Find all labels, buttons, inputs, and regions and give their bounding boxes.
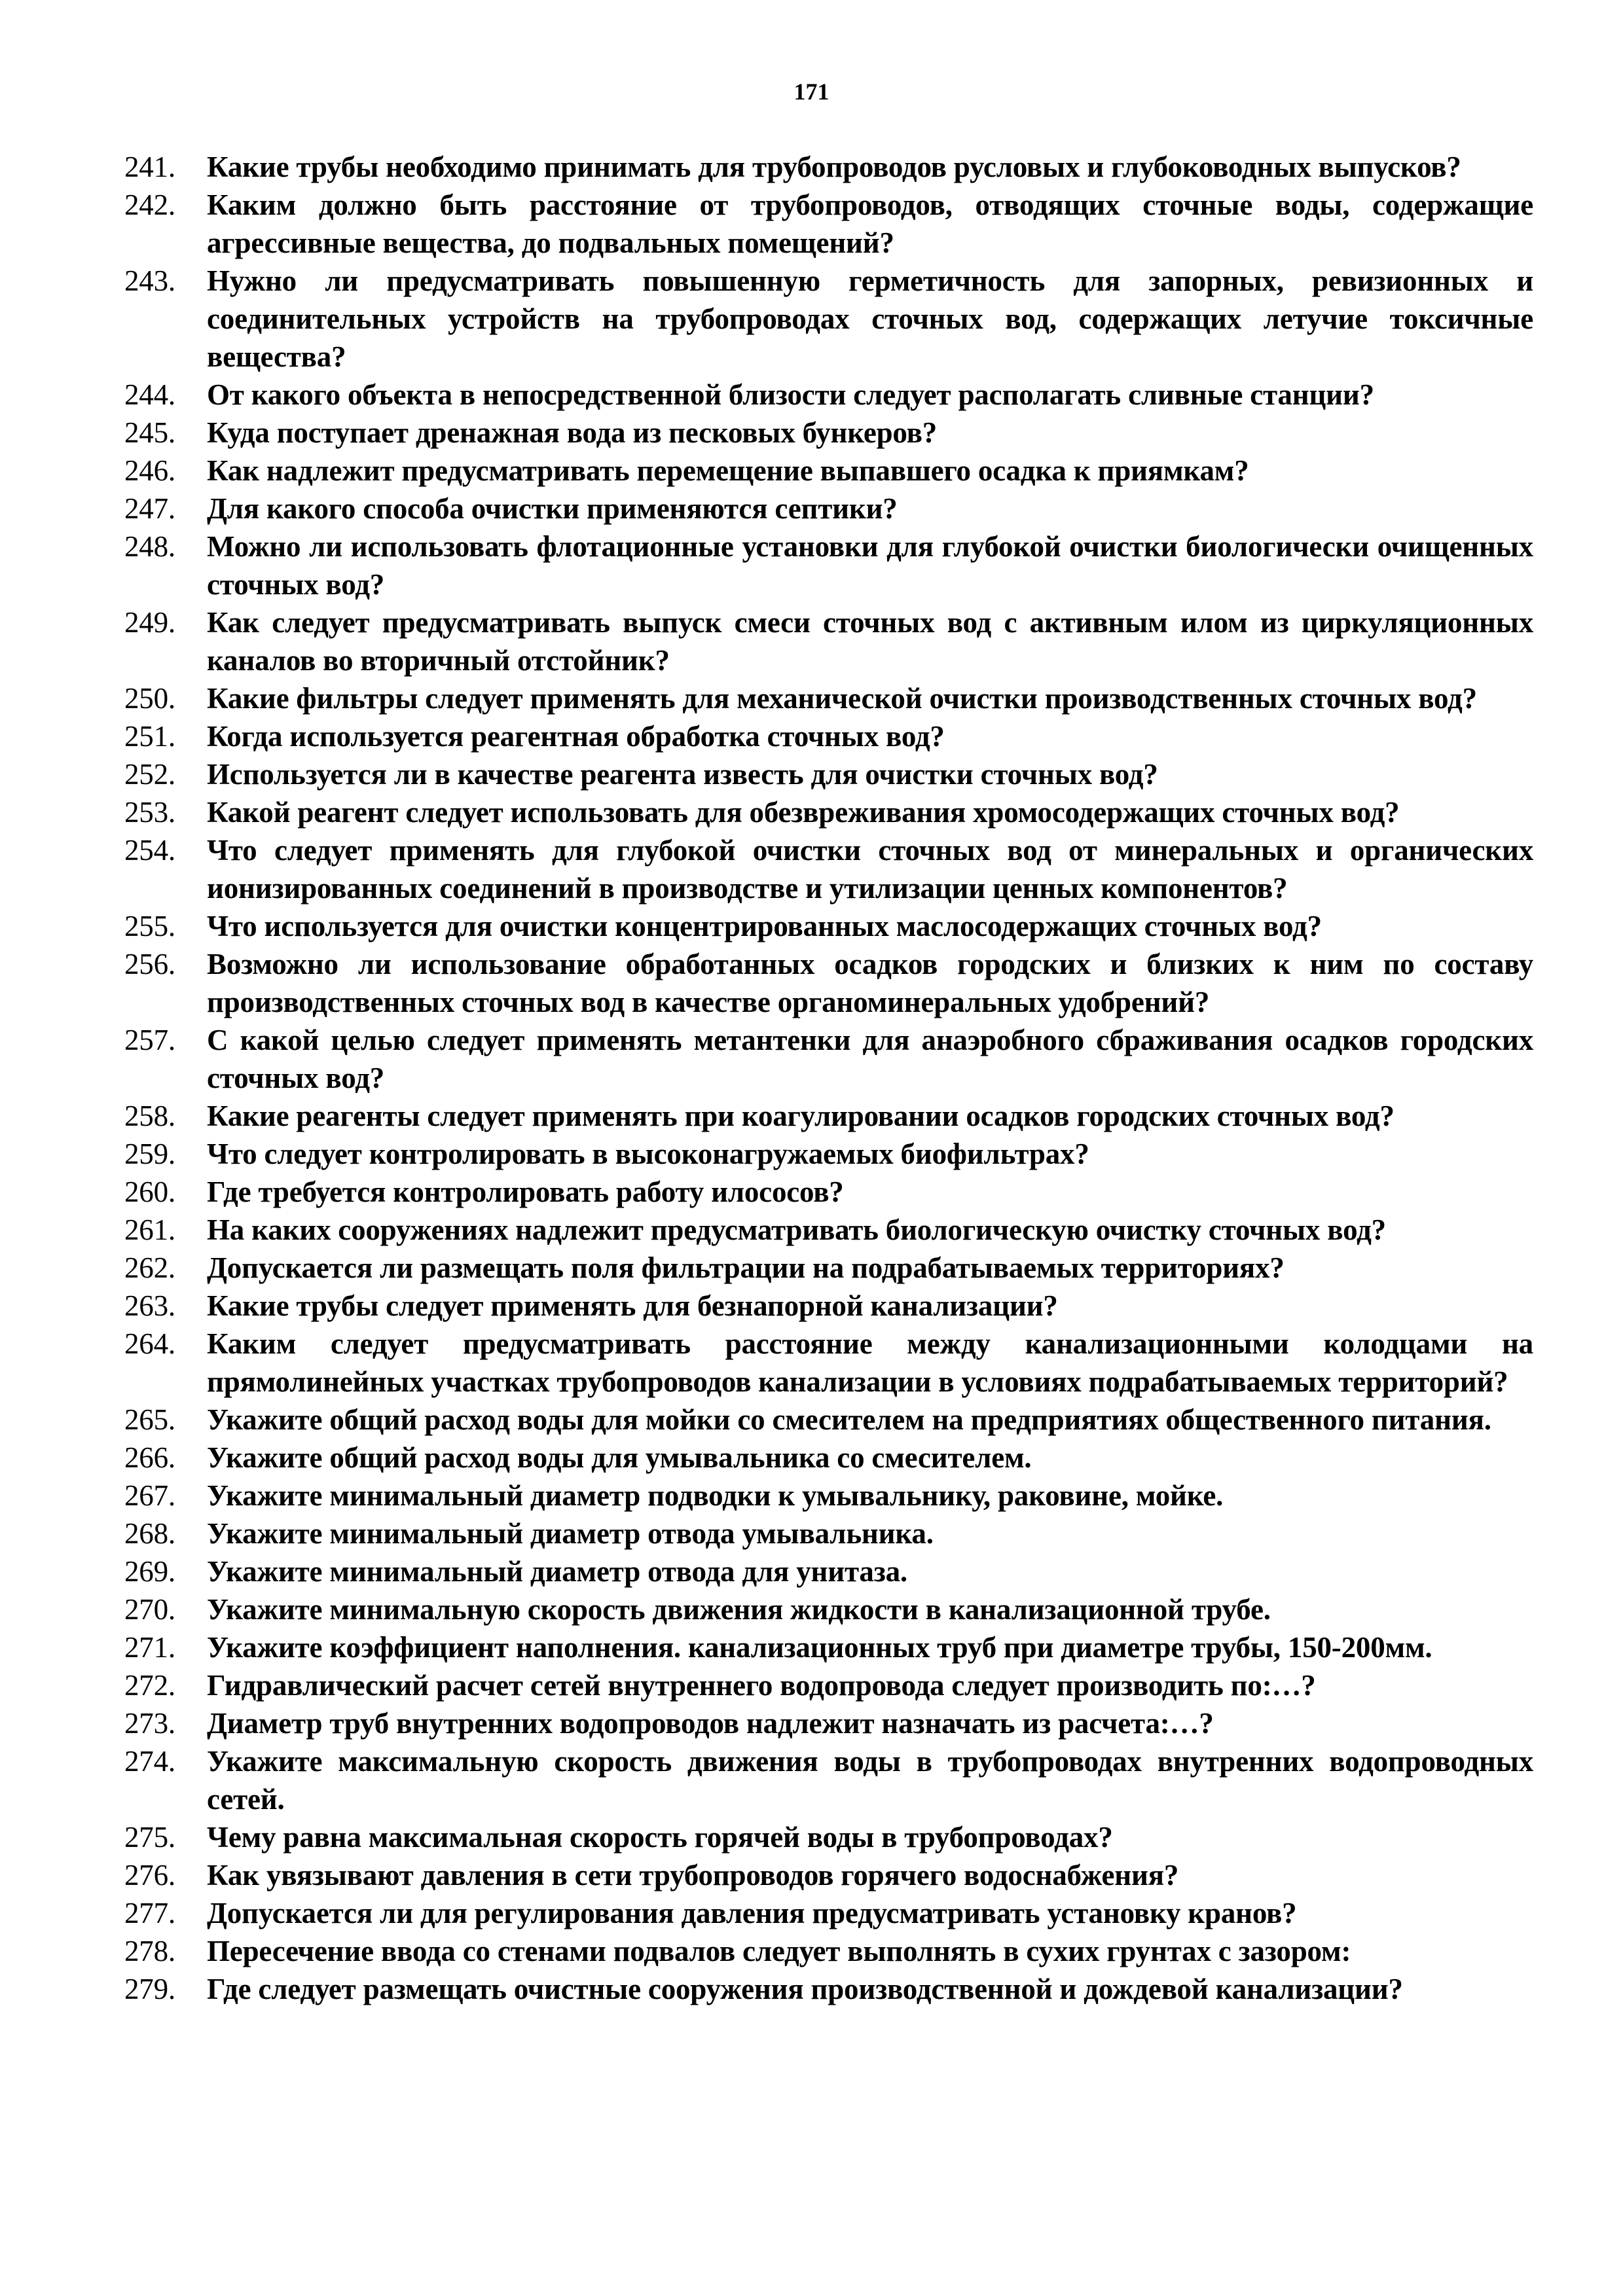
question-text: Укажите общий расход воды для умывальника со смесителем.: [207, 1441, 1032, 1474]
question-item: [124, 262, 1533, 376]
question-text: Какие реагенты следует применять при коагулировании осадков городских сточных вод?: [207, 1100, 1395, 1132]
question-text: Гидравлический расчет сетей внутреннего водопровода следует производить по:…?: [207, 1669, 1316, 1702]
question-number: 241.: [124, 151, 175, 183]
question-text: Укажите минимальный диаметр отвода для унитаза.: [207, 1555, 907, 1588]
question-item: [124, 1818, 1533, 1856]
question-number: 257.: [124, 1024, 175, 1056]
question-item: [124, 148, 1533, 186]
question-item: [124, 1970, 1533, 2008]
question-text: Допускается ли для регулирования давления предусматривать установку кранов?: [207, 1897, 1297, 1929]
question-item: [124, 907, 1533, 945]
question-text: От какого объекта в непосредственной близости следует располагать сливные станции?: [207, 378, 1374, 411]
question-text: Когда используется реагентная обработка сточных вод?: [207, 720, 945, 753]
question-number: 271.: [124, 1631, 175, 1664]
question-text: Как следует предусматривать выпуск смеси сточных вод с активным илом из циркуляционных каналов во вторичный отстойник?: [207, 606, 1533, 677]
question-item: [124, 1401, 1533, 1439]
question-text: Укажите минимальный диаметр подводки к умывальнику, раковине, мойке.: [207, 1479, 1224, 1512]
question-text: Как надлежит предусматривать перемещение выпавшего осадка к приямкам?: [207, 454, 1249, 487]
question-text: Укажите коэффициент наполнения. канализационных труб при диаметре трубы, 150-200мм.: [207, 1631, 1432, 1664]
question-item: [124, 1666, 1533, 1704]
question-number: 262.: [124, 1251, 175, 1284]
question-number: 258.: [124, 1100, 175, 1132]
question-item: [124, 1325, 1533, 1401]
question-item: [124, 1135, 1533, 1173]
question-text: Можно ли использовать флотационные установки для глубокой очистки биологически очищенных сточных вод?: [207, 530, 1533, 601]
question-number: 247.: [124, 492, 175, 525]
question-item: [124, 1097, 1533, 1135]
question-number: 274.: [124, 1745, 175, 1778]
question-text: Используется ли в качестве реагента известь для очистки сточных вод?: [207, 758, 1158, 791]
question-item: [124, 793, 1533, 831]
question-text: Укажите минимальный диаметр отвода умывальника.: [207, 1517, 934, 1550]
question-number: 243.: [124, 264, 175, 297]
question-text: Куда поступает дренажная вода из песковых бункеров?: [207, 416, 937, 449]
question-item: [124, 1287, 1533, 1325]
question-text: С какой целью следует применять метантенки для анаэробного сбраживания осадков городских сточных вод?: [207, 1024, 1533, 1094]
question-item: [124, 1211, 1533, 1249]
question-number: 263.: [124, 1289, 175, 1322]
question-number: 270.: [124, 1593, 175, 1626]
question-text: Как увязывают давления в сети трубопроводов горячего водоснабжения?: [207, 1859, 1179, 1892]
question-text: Возможно ли использование обработанных осадков городских и близких к ним по составу производственных сточных вод в качестве органоминеральных удобрений?: [207, 948, 1533, 1018]
question-number: 276.: [124, 1859, 175, 1892]
question-item: [124, 1021, 1533, 1097]
question-number: 248.: [124, 530, 175, 563]
question-number: 253.: [124, 796, 175, 829]
question-number: 267.: [124, 1479, 175, 1512]
question-text: Пересечение ввода со стенами подвалов следует выполнять в сухих грунтах с зазором:: [207, 1935, 1351, 1967]
question-text: Какие трубы следует применять для безнапорной канализации?: [207, 1289, 1058, 1322]
question-item: [124, 679, 1533, 717]
question-text: Что следует применять для глубокой очистки сточных вод от минеральных и органических ионизированных соединений в производстве и утилизации ценных компонентов?: [207, 834, 1533, 905]
question-text: Диаметр труб внутренних водопроводов надлежит назначать из расчета:…?: [207, 1707, 1214, 1740]
question-text: Какие трубы необходимо принимать для трубопроводов русловых и глубоководных выпусков?: [207, 151, 1461, 183]
question-item: [124, 1742, 1533, 1818]
question-item: [124, 1439, 1533, 1477]
question-number: 249.: [124, 606, 175, 639]
question-text: Какие фильтры следует применять для механической очистки производственных сточных вод?: [207, 682, 1477, 715]
question-text: Где требуется контролировать работу илососов?: [207, 1175, 844, 1208]
question-text: Где следует размещать очистные сооружения производственной и дождевой канализации?: [207, 1973, 1403, 2005]
question-text: Что следует контролировать в высоконагружаемых биофильтрах?: [207, 1138, 1089, 1170]
question-item: [124, 1249, 1533, 1287]
question-item: [124, 1477, 1533, 1515]
question-item: [124, 490, 1533, 528]
question-text: Укажите минимальную скорость движения жидкости в канализационной трубе.: [207, 1593, 1271, 1626]
question-text: Укажите максимальную скорость движения воды в трубопроводах внутренних водопроводных сетей.: [207, 1745, 1533, 1816]
question-number: 246.: [124, 454, 175, 487]
question-number: 242.: [124, 188, 175, 221]
question-item: [124, 1173, 1533, 1211]
question-number: 265.: [124, 1403, 175, 1436]
question-number: 255.: [124, 910, 175, 942]
question-number: 250.: [124, 682, 175, 715]
question-item: [124, 1515, 1533, 1552]
question-text: Что используется для очистки концентрированных маслосодержащих сточных вод?: [207, 910, 1322, 942]
question-item: [124, 186, 1533, 262]
question-item: [124, 755, 1533, 793]
question-item: [124, 831, 1533, 907]
question-number: 269.: [124, 1555, 175, 1588]
question-item: [124, 452, 1533, 490]
question-number: 266.: [124, 1441, 175, 1474]
question-text: Укажите общий расход воды для мойки со смесителем на предприятиях общественного питания.: [207, 1403, 1491, 1436]
question-number: 252.: [124, 758, 175, 791]
question-number: 251.: [124, 720, 175, 753]
question-number: 260.: [124, 1175, 175, 1208]
question-text: Каким следует предусматривать расстояние между канализационными колодцами на прямолинейных участках трубопроводов канализации в условиях подрабатываемых территорий?: [207, 1327, 1533, 1398]
question-item: [124, 1856, 1533, 1894]
question-number: 273.: [124, 1707, 175, 1740]
question-text: Чему равна максимальная скорость горячей воды в трубопроводах?: [207, 1821, 1113, 1854]
question-number: 272.: [124, 1669, 175, 1702]
question-item: [124, 528, 1533, 603]
question-number: 259.: [124, 1138, 175, 1170]
question-number: 245.: [124, 416, 175, 449]
question-item: [124, 1552, 1533, 1590]
question-item: [124, 717, 1533, 755]
question-list: [124, 148, 1533, 2008]
question-number: 244.: [124, 378, 175, 411]
question-number: 279.: [124, 1973, 175, 2005]
question-number: 277.: [124, 1897, 175, 1929]
question-number: 256.: [124, 948, 175, 980]
question-text: Допускается ли размещать поля фильтрации на подрабатываемых территориях?: [207, 1251, 1285, 1284]
question-item: [124, 945, 1533, 1021]
question-number: 268.: [124, 1517, 175, 1550]
question-text: На каких сооружениях надлежит предусматривать биологическую очистку сточных вод?: [207, 1213, 1386, 1246]
question-item: [124, 1628, 1533, 1666]
question-number: 254.: [124, 834, 175, 867]
question-item: [124, 1932, 1533, 1970]
question-item: [124, 603, 1533, 679]
question-text: Каким должно быть расстояние от трубопроводов, отводящих сточные воды, содержащие агрессивные вещества, до подвальных помещений?: [207, 188, 1533, 259]
question-item: [124, 376, 1533, 414]
question-item: [124, 414, 1533, 452]
question-number: 264.: [124, 1327, 175, 1360]
question-number: 275.: [124, 1821, 175, 1854]
question-item: [124, 1894, 1533, 1932]
question-item: [124, 1704, 1533, 1742]
question-text: Для какого способа очистки применяются септики?: [207, 492, 898, 525]
question-text: Нужно ли предусматривать повышенную герметичность для запорных, ревизионных и соединительных устройств на трубопроводах сточных вод, содержащих летучие токсичные вещества?: [207, 264, 1533, 373]
page-number: 171: [793, 79, 830, 105]
question-item: [124, 1590, 1533, 1628]
question-number: 261.: [124, 1213, 175, 1246]
question-number: 278.: [124, 1935, 175, 1967]
question-text: Какой реагент следует использовать для обезвреживания хромосодержащих сточных вод?: [207, 796, 1400, 829]
